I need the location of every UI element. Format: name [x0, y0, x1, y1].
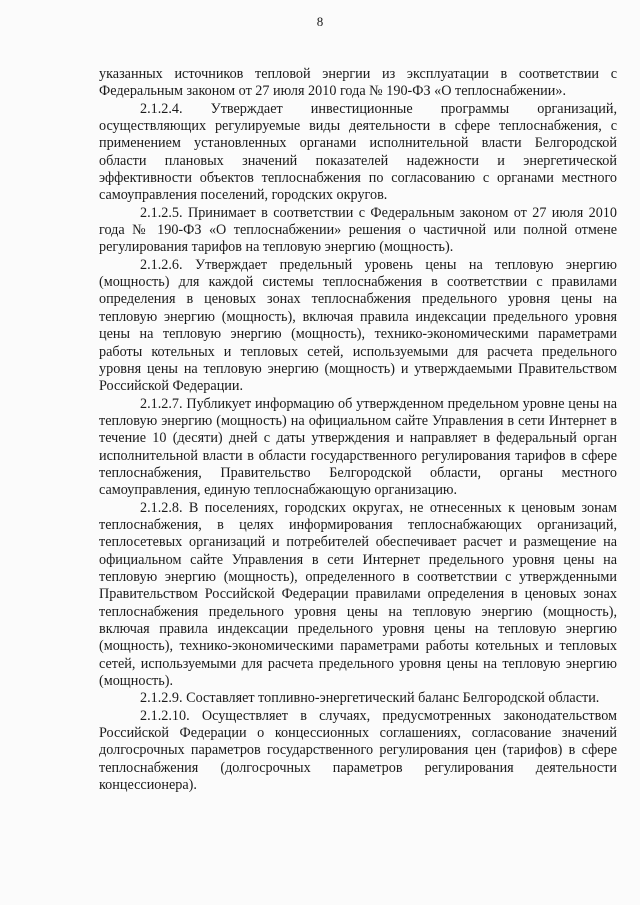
page-number: 8 [316, 14, 324, 29]
paragraph-2-1-2-10: 2.1.2.10. Осуществляет в случаях, предусмотренных законодательством Российской Федерации о концессионных соглашениях, согласование значений долгосрочных параметров государственного регулирования цен (тарифов) в сфере теплоснабжения (долгосрочных параметров регулирования деятельности концессионера). [99, 707, 617, 794]
document-body [99, 66, 617, 794]
paragraph-continuation: указанных источников тепловой энергии из эксплуатации в соответствии с Федеральным законом от 27 июля 2010 года № 190-ФЗ «О теплоснабжении». [99, 66, 617, 100]
paragraph-2-1-2-7: 2.1.2.7. Публикует информацию об утвержденном предельном уровне цены на тепловую энергию (мощность) на официальном сайте Управления в сети Интернет в течение 10 (десяти) дней с даты утверждения и направляет в федеральный орган исполнительной власти в области государственного регулирования тарифов в сфере теплоснабжения, Правительство Белгородской области, органы местного самоуправления, единую теплоснабжающую организацию. [99, 395, 617, 499]
paragraph-2-1-2-4: 2.1.2.4. Утверждает инвестиционные программы организаций, осуществляющих регулируемые виды деятельности в сфере теплоснабжения, с применением установленных органами исполнительной власти Белгородской области плановых значений показателей надежности и энергетической эффективности объектов теплоснабжения по согласованию с органами местного самоуправления поселений, городских округов. [99, 100, 617, 204]
paragraph-2-1-2-5: 2.1.2.5. Принимает в соответствии с Федеральным законом от 27 июля 2010 года № 190-ФЗ «О теплоснабжении» решения о частичной или полной отмене регулирования тарифов на тепловую энергию (мощность). [99, 204, 617, 256]
paragraph-2-1-2-6: 2.1.2.6. Утверждает предельный уровень цены на тепловую энергию (мощность) для каждой системы теплоснабжения в соответствии с правилами определения в ценовых зонах теплоснабжения предельного уровня цены на тепловую энергию (мощность), включая правила индексации предельного уровня цены на тепловую энергию (мощность), технико-экономическими параметрами работы котельных и тепловых сетей, используемыми для расчета предельного уровня цены на тепловую энергию (мощность) и утверждаемыми Правительством Российской Федерации. [99, 256, 617, 395]
paragraph-2-1-2-8: 2.1.2.8. В поселениях, городских округах, не отнесенных к ценовым зонам теплоснабжения, в целях информирования теплоснабжающих организаций, теплосетевых организаций и потребителей обеспечивает расчет и размещение на официальном сайте Управления в сети Интернет предельного уровня цены на тепловую энергию (мощность), определенного в соответствии с утвержденными Правительством Российской Федерации правилами определения в ценовых зонах теплоснабжения предельного уровня цены на тепловую энергию (мощность), включая правила индексации предельного уровня цены на тепловую энергию (мощность), технико-экономическими параметрами работы котельных и тепловых сетей, используемыми для расчета предельного уровня цены на тепловую энергию (мощность). [99, 499, 617, 690]
paragraph-2-1-2-9: 2.1.2.9. Составляет топливно-энергетический баланс Белгородской области. [140, 690, 600, 707]
